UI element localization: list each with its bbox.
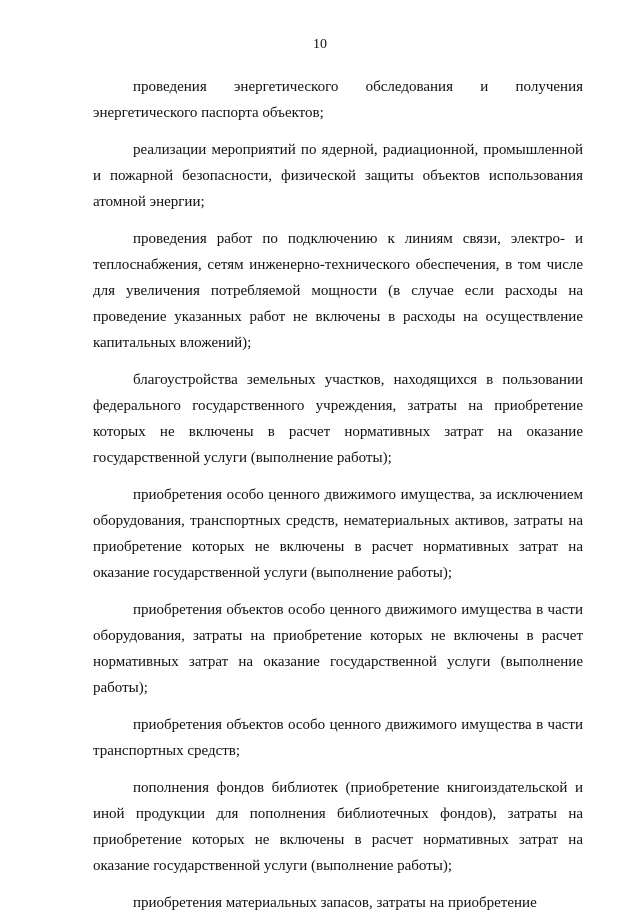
paragraph-nuclear-safety: реализации мероприятий по ядерной, радиационной, промышленной и пожарной безопасности, физической защиты объектов использования атомной энергии; [93,142,583,210]
paragraph-vehicles: приобретения объектов особо ценного движимого имущества в части транспортных средств; [93,717,583,759]
paragraph-energy-audit: проведения энергетического обследования и получения энергетического паспорта объектов; [93,79,583,121]
paragraph-land-improvement: благоустройства земельных участков, находящихся в пользовании федерального государственного учреждения, затраты на приобретение которых не включены в расчет нормативных затрат на оказание государственной услуги (выполнение работы); [93,372,583,466]
paragraph-material-supplies: приобретения материальных запасов, затраты на приобретение [133,895,537,911]
document-body [93,74,583,916]
paragraph-equipment: приобретения объектов особо ценного движимого имущества в части оборудования, затраты на приобретение которых не включены в расчет нормативных затрат на оказание государственной услуги (выполнение работы); [93,602,583,696]
page-number: 10 [313,37,327,52]
paragraph-valuable-property: приобретения особо ценного движимого имущества, за исключением оборудования, транспортных средств, нематериальных активов, затраты на приобретение которых не включены в расчет нормативных затрат на оказание государственной услуги (выполнение работы); [93,487,583,581]
paragraph-library-funds: пополнения фондов библиотек (приобретение книгоиздательской и иной продукции для пополнения библиотечных фондов), затраты на приобретение которых не включены в расчет нормативных затрат на оказание государственной услуги (выполнение работы); [93,780,583,874]
paragraph-utility-connection: проведения работ по подключению к линиям связи, электро- и теплоснабжения, сетям инженерно-технического обеспечения, в том числе для увеличения потребляемой мощности (в случае если расходы на проведение указанных работ не включены в расходы на осуществление капитальных вложений); [93,231,583,351]
